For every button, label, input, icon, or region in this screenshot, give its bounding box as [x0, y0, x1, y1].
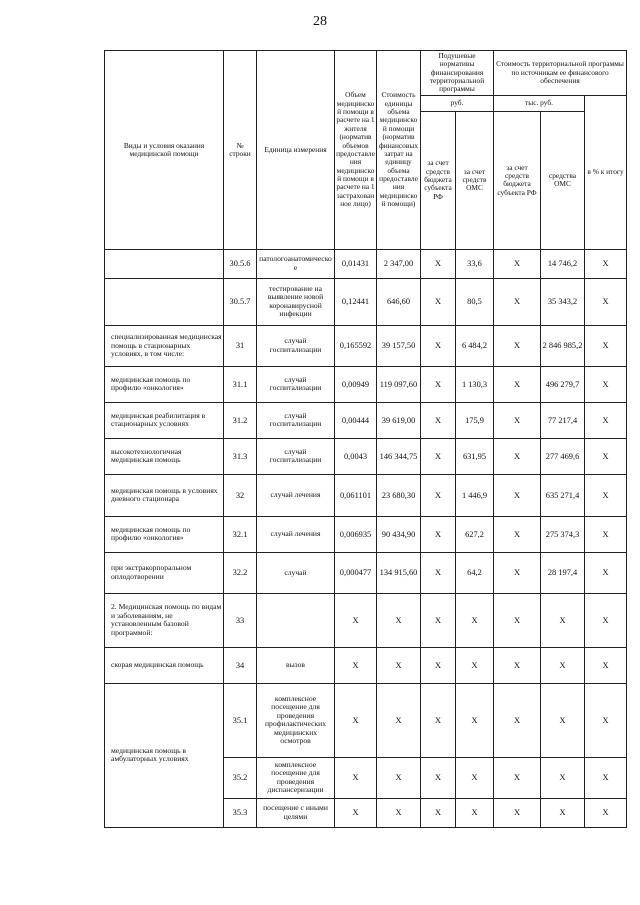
row-to: Х — [541, 798, 585, 827]
row-to: 496 279,7 — [541, 366, 585, 402]
row-po: Х — [456, 757, 494, 798]
table-row — [105, 516, 627, 552]
row-cost: Х — [377, 683, 421, 757]
row-po: 64,2 — [456, 552, 494, 593]
row-kind: медицинская помощь по профилю «онкология» — [105, 516, 224, 552]
row-num: 32.1 — [224, 516, 257, 552]
row-tb: Х — [494, 438, 541, 474]
row-to: Х — [541, 647, 585, 683]
header-cost-oms: средства ОМС — [541, 111, 585, 249]
row-po: 1 446,9 — [456, 474, 494, 516]
row-pct: Х — [585, 593, 627, 647]
row-num: 35.2 — [224, 757, 257, 798]
row-vol: 0,00949 — [335, 366, 377, 402]
row-vol: 0,0043 — [335, 438, 377, 474]
row-vol: 0,000477 — [335, 552, 377, 593]
row-unit: патологоанатомическое — [257, 249, 335, 278]
row-po: 80,5 — [456, 278, 494, 325]
row-to: Х — [541, 683, 585, 757]
header-percent: в % к итогу — [585, 95, 627, 249]
table-row — [105, 325, 627, 366]
row-tb: Х — [494, 278, 541, 325]
row-pb: Х — [421, 366, 456, 402]
header-kind: Виды и условия оказания медицинской помощи — [105, 51, 224, 250]
row-pb: Х — [421, 593, 456, 647]
row-vol: Х — [335, 757, 377, 798]
row-cost: Х — [377, 593, 421, 647]
page-number: 28 — [313, 14, 327, 29]
row-po: Х — [456, 647, 494, 683]
row-po: 6 484,2 — [456, 325, 494, 366]
row-pct: Х — [585, 366, 627, 402]
row-unit: случай — [257, 552, 335, 593]
row-pct: Х — [585, 438, 627, 474]
row-cost: 119 097,60 — [377, 366, 421, 402]
header-per-capita-oms: за счет средств ОМС — [456, 111, 494, 249]
row-num: 31.3 — [224, 438, 257, 474]
row-kind-group: медицинская помощь в амбулаторных условиях — [105, 683, 224, 827]
row-num: 35.3 — [224, 798, 257, 827]
table-row — [105, 438, 627, 474]
row-tb: Х — [494, 593, 541, 647]
row-tb: Х — [494, 325, 541, 366]
row-tb: Х — [494, 647, 541, 683]
row-kind: 2. Медицинская помощь по видам и заболеваниям, не установленным базовой программой: — [105, 593, 224, 647]
row-unit: случай госпитализации — [257, 402, 335, 438]
row-pb: Х — [421, 552, 456, 593]
row-unit — [257, 593, 335, 647]
row-tb: Х — [494, 683, 541, 757]
row-kind: медицинская помощь в условиях дневного стационара — [105, 474, 224, 516]
header-per-capita-group: Подушевые нормативы финансирования территориальной программы — [421, 51, 494, 96]
row-cost: 39 157,50 — [377, 325, 421, 366]
row-pct: Х — [585, 798, 627, 827]
row-pct: Х — [585, 683, 627, 757]
row-to: 77 217,4 — [541, 402, 585, 438]
row-tb: Х — [494, 474, 541, 516]
row-pb: Х — [421, 402, 456, 438]
row-to: 277 469,6 — [541, 438, 585, 474]
row-tb: Х — [494, 798, 541, 827]
row-tb: Х — [494, 366, 541, 402]
row-po: 627,2 — [456, 516, 494, 552]
row-tb: Х — [494, 249, 541, 278]
row-to: Х — [541, 757, 585, 798]
row-num: 34 — [224, 647, 257, 683]
row-po: 1 130,3 — [456, 366, 494, 402]
row-pb: Х — [421, 647, 456, 683]
row-cost: 2 347,00 — [377, 249, 421, 278]
row-kind: скорая медицинская помощь — [105, 647, 224, 683]
row-pct: Х — [585, 474, 627, 516]
row-vol: Х — [335, 593, 377, 647]
row-unit: случай госпитализации — [257, 438, 335, 474]
row-vol: Х — [335, 647, 377, 683]
row-cost: 90 434,90 — [377, 516, 421, 552]
row-pb: Х — [421, 249, 456, 278]
row-pct: Х — [585, 647, 627, 683]
row-kind — [105, 278, 224, 325]
row-po: 175,9 — [456, 402, 494, 438]
header-rub: руб. — [421, 95, 494, 111]
row-vol: Х — [335, 683, 377, 757]
row-unit: посещение с иными целями — [257, 798, 335, 827]
row-pct: Х — [585, 516, 627, 552]
row-pb: Х — [421, 278, 456, 325]
row-unit: случай госпитализации — [257, 366, 335, 402]
row-cost: Х — [377, 798, 421, 827]
row-num: 33 — [224, 593, 257, 647]
row-po: Х — [456, 798, 494, 827]
row-vol: 0,061101 — [335, 474, 377, 516]
row-cost: 646,60 — [377, 278, 421, 325]
row-tb: Х — [494, 516, 541, 552]
row-pb: Х — [421, 683, 456, 757]
row-pct: Х — [585, 278, 627, 325]
row-po: 631,95 — [456, 438, 494, 474]
row-vol: 0,01431 — [335, 249, 377, 278]
row-pct: Х — [585, 402, 627, 438]
row-po: 33,6 — [456, 249, 494, 278]
row-num: 31 — [224, 325, 257, 366]
row-pb: Х — [421, 438, 456, 474]
row-pb: Х — [421, 516, 456, 552]
table-row — [105, 647, 627, 683]
row-vol: 0,006935 — [335, 516, 377, 552]
row-kind: медицинская реабилитация в стационарных условиях — [105, 402, 224, 438]
row-pb: Х — [421, 757, 456, 798]
table-row — [105, 593, 627, 647]
row-to: 635 271,4 — [541, 474, 585, 516]
row-unit: вызов — [257, 647, 335, 683]
header-unit-cost: Стоимость единицы объема медицинской помощи (норматив финансовых затрат на единицу объема предоставления медицинской помощи) — [377, 51, 421, 250]
row-unit: случай лечения — [257, 516, 335, 552]
row-num: 30.5.7 — [224, 278, 257, 325]
row-cost: 39 619,00 — [377, 402, 421, 438]
row-vol: Х — [335, 798, 377, 827]
row-cost: 23 680,30 — [377, 474, 421, 516]
row-pb: Х — [421, 798, 456, 827]
table-row — [105, 366, 627, 402]
row-pct: Х — [585, 249, 627, 278]
header-program-cost-group: Стоимость территориальной программы по источникам ее финансового обеспечения — [494, 51, 627, 96]
row-num: 32 — [224, 474, 257, 516]
row-pct: Х — [585, 325, 627, 366]
row-kind: специализированная медицинская помощь в стационарных условиях, в том числе: — [105, 325, 224, 366]
row-unit: случай госпитализации — [257, 325, 335, 366]
row-to: 14 746,2 — [541, 249, 585, 278]
row-vol: 0,12441 — [335, 278, 377, 325]
table-row — [105, 474, 627, 516]
row-to: 2 846 985,2 — [541, 325, 585, 366]
row-po: Х — [456, 683, 494, 757]
row-num: 31.1 — [224, 366, 257, 402]
row-num: 32.2 — [224, 552, 257, 593]
row-num: 30.5.6 — [224, 249, 257, 278]
row-tb: Х — [494, 402, 541, 438]
row-pct: Х — [585, 552, 627, 593]
row-vol: 0,00444 — [335, 402, 377, 438]
row-to: Х — [541, 593, 585, 647]
table-row — [105, 552, 627, 593]
row-kind: медицинская помощь по профилю «онкология» — [105, 366, 224, 402]
table-row — [105, 402, 627, 438]
row-pb: Х — [421, 474, 456, 516]
row-pb: Х — [421, 325, 456, 366]
row-unit: тестирование на выявление новой коронавирусной инфекции — [257, 278, 335, 325]
row-unit: случай лечения — [257, 474, 335, 516]
header-unit: Единица измерения — [257, 51, 335, 250]
table-row — [105, 249, 627, 278]
row-cost: 134 915,60 — [377, 552, 421, 593]
table-row — [105, 683, 627, 757]
row-tb: Х — [494, 552, 541, 593]
row-cost: 146 344,75 — [377, 438, 421, 474]
row-pct: Х — [585, 757, 627, 798]
row-to: 35 343,2 — [541, 278, 585, 325]
header-cost-budget: за счет средств бюджета субъекта РФ — [494, 111, 541, 249]
row-cost: Х — [377, 757, 421, 798]
row-kind — [105, 249, 224, 278]
row-num: 31.2 — [224, 402, 257, 438]
row-po: Х — [456, 593, 494, 647]
header-row-number: № строки — [224, 51, 257, 250]
row-to: 28 197,4 — [541, 552, 585, 593]
table-row — [105, 278, 627, 325]
row-num: 35.1 — [224, 683, 257, 757]
row-kind: высокотехнологичная медицинская помощь — [105, 438, 224, 474]
financing-table — [104, 50, 627, 828]
row-cost: Х — [377, 647, 421, 683]
row-kind: при экстракорпоральном оплодотворении — [105, 552, 224, 593]
header-thous-rub: тыс. руб. — [494, 95, 585, 111]
row-unit: комплексное посещение для проведения диспансеризации — [257, 757, 335, 798]
row-unit: комплексное посещение для проведения профилактических медицинских осмотров — [257, 683, 335, 757]
header-volume: Объем медицинской помощи в расчете на 1 жителя (норматив объемов предоставления медицинской помощи в расчете на 1 застрахованное лицо) — [335, 51, 377, 250]
header-per-capita-budget: за счет средств бюджета субъекта РФ — [421, 111, 456, 249]
row-to: 275 374,3 — [541, 516, 585, 552]
row-tb: Х — [494, 757, 541, 798]
row-vol: 0,165592 — [335, 325, 377, 366]
